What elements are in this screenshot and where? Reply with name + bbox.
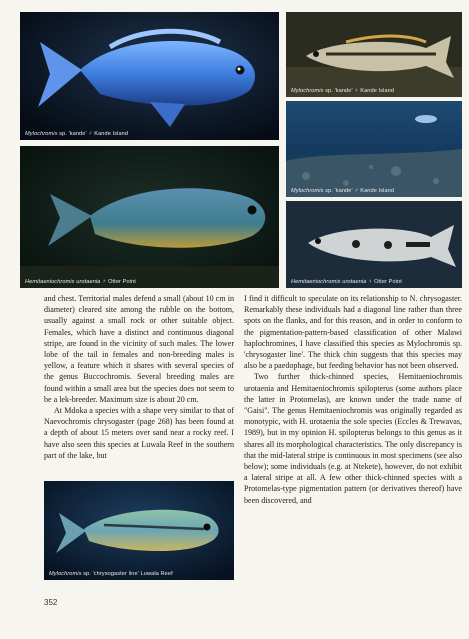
page-number: 352 [44,598,58,607]
fish-illustration [20,12,279,140]
photo-caption: Mylochromis sp. 'chrysogaster line' Luwala Reef [49,571,173,577]
photo-mylochromis-chrysogaster-line [44,481,234,580]
paragraph: Two further thick-chinned species, Hemitaeniochromis urotaenia and Hemitaeniochromis spilopterus (some authors place the latter in Protomelas), are known under the trade name of "Gaisi". The genus Hemitaeniochromis was originally regarded as monotypic, with H. urotaenia the sole species (Eccles & Trewavas, 1989), but in my opinion H. spilopterus belongs to this genus as it shares all its morphological characteristics. The only discrepancy is that the mid-lateral stripe is continuous in most specimens (see also below); some individuals (e.g. at Ntekete), however, do not exhibit a lateral stripe at all. A few other thick-chinned species with a Protomelas-type pigmentation pattern (or derivatives thereof) have been discovered, and [244,372,462,505]
paragraph: At Mdoka a species with a shape very similar to that of Naevochromis chrysogaster (page 268) has been found at a depth of about 15 meters over sand near a rocky reef. I have also seen this species at Luwala Reef in the southern part of the lake, but [44,406,234,460]
photo-caption: Hemitaeniochromis urotaenia ♀ Otter Point [291,279,402,285]
photo-mylochromis-kande-male-1 [20,12,279,140]
photo-hemitaeniochromis-urotaenia-male [20,146,279,288]
photo-caption: Mylochromis sp. 'kande' ♂ Kande Island [291,188,395,194]
fish-illustration [20,146,279,288]
fish-illustration [44,481,234,580]
fish-illustration [286,201,462,288]
text-column-left [44,293,234,461]
photo-mylochromis-kande-female [286,12,462,97]
fish-illustration [286,12,462,97]
photo-caption: Mylochromis sp. 'kande' ♂ Kande Island [25,131,129,137]
photo-caption: Mylochromis sp. 'kande' ♀ Kande Island [291,88,395,94]
text-column-right [244,293,462,506]
fish-illustration [286,101,462,197]
paragraph: and chest. Territorial males defend a small (about 10 cm in diameter) cleared site among the rubble on the bottom, usually against a small rock or other suitable object. Females, which have a distinct and continuous diagonal stripe, are found in the vicinity of such males. The lower lobe of the tail in females and non-breeding males is yellow, a feature which it shares with several species of the genus Buccochromis. Several breeding males are found within a small area but the species does not seem to be a lek-breeder. Maximum size is about 20 cm. [44,294,234,404]
paragraph: I find it difficult to speculate on its relationship to N. chrysogaster. Remarkably these individuals had a diagonal line rather than three spots on the flanks, and for this reason, and in order to conform to the pigmentation-pattern-based classification of other Malawi haplochromines, I have classified this species as Mylochromis sp. 'chrysogaster line'. The thick chin suggests that this species may also be a paedophage, but feeding behavior has not been observed. [244,294,462,371]
photo-mylochromis-kande-male-2 [286,101,462,197]
photo-hemitaeniochromis-urotaenia-female [286,201,462,288]
photo-caption: Hemitaeniochromis urotaenia ♂ Otter Point [25,279,136,285]
